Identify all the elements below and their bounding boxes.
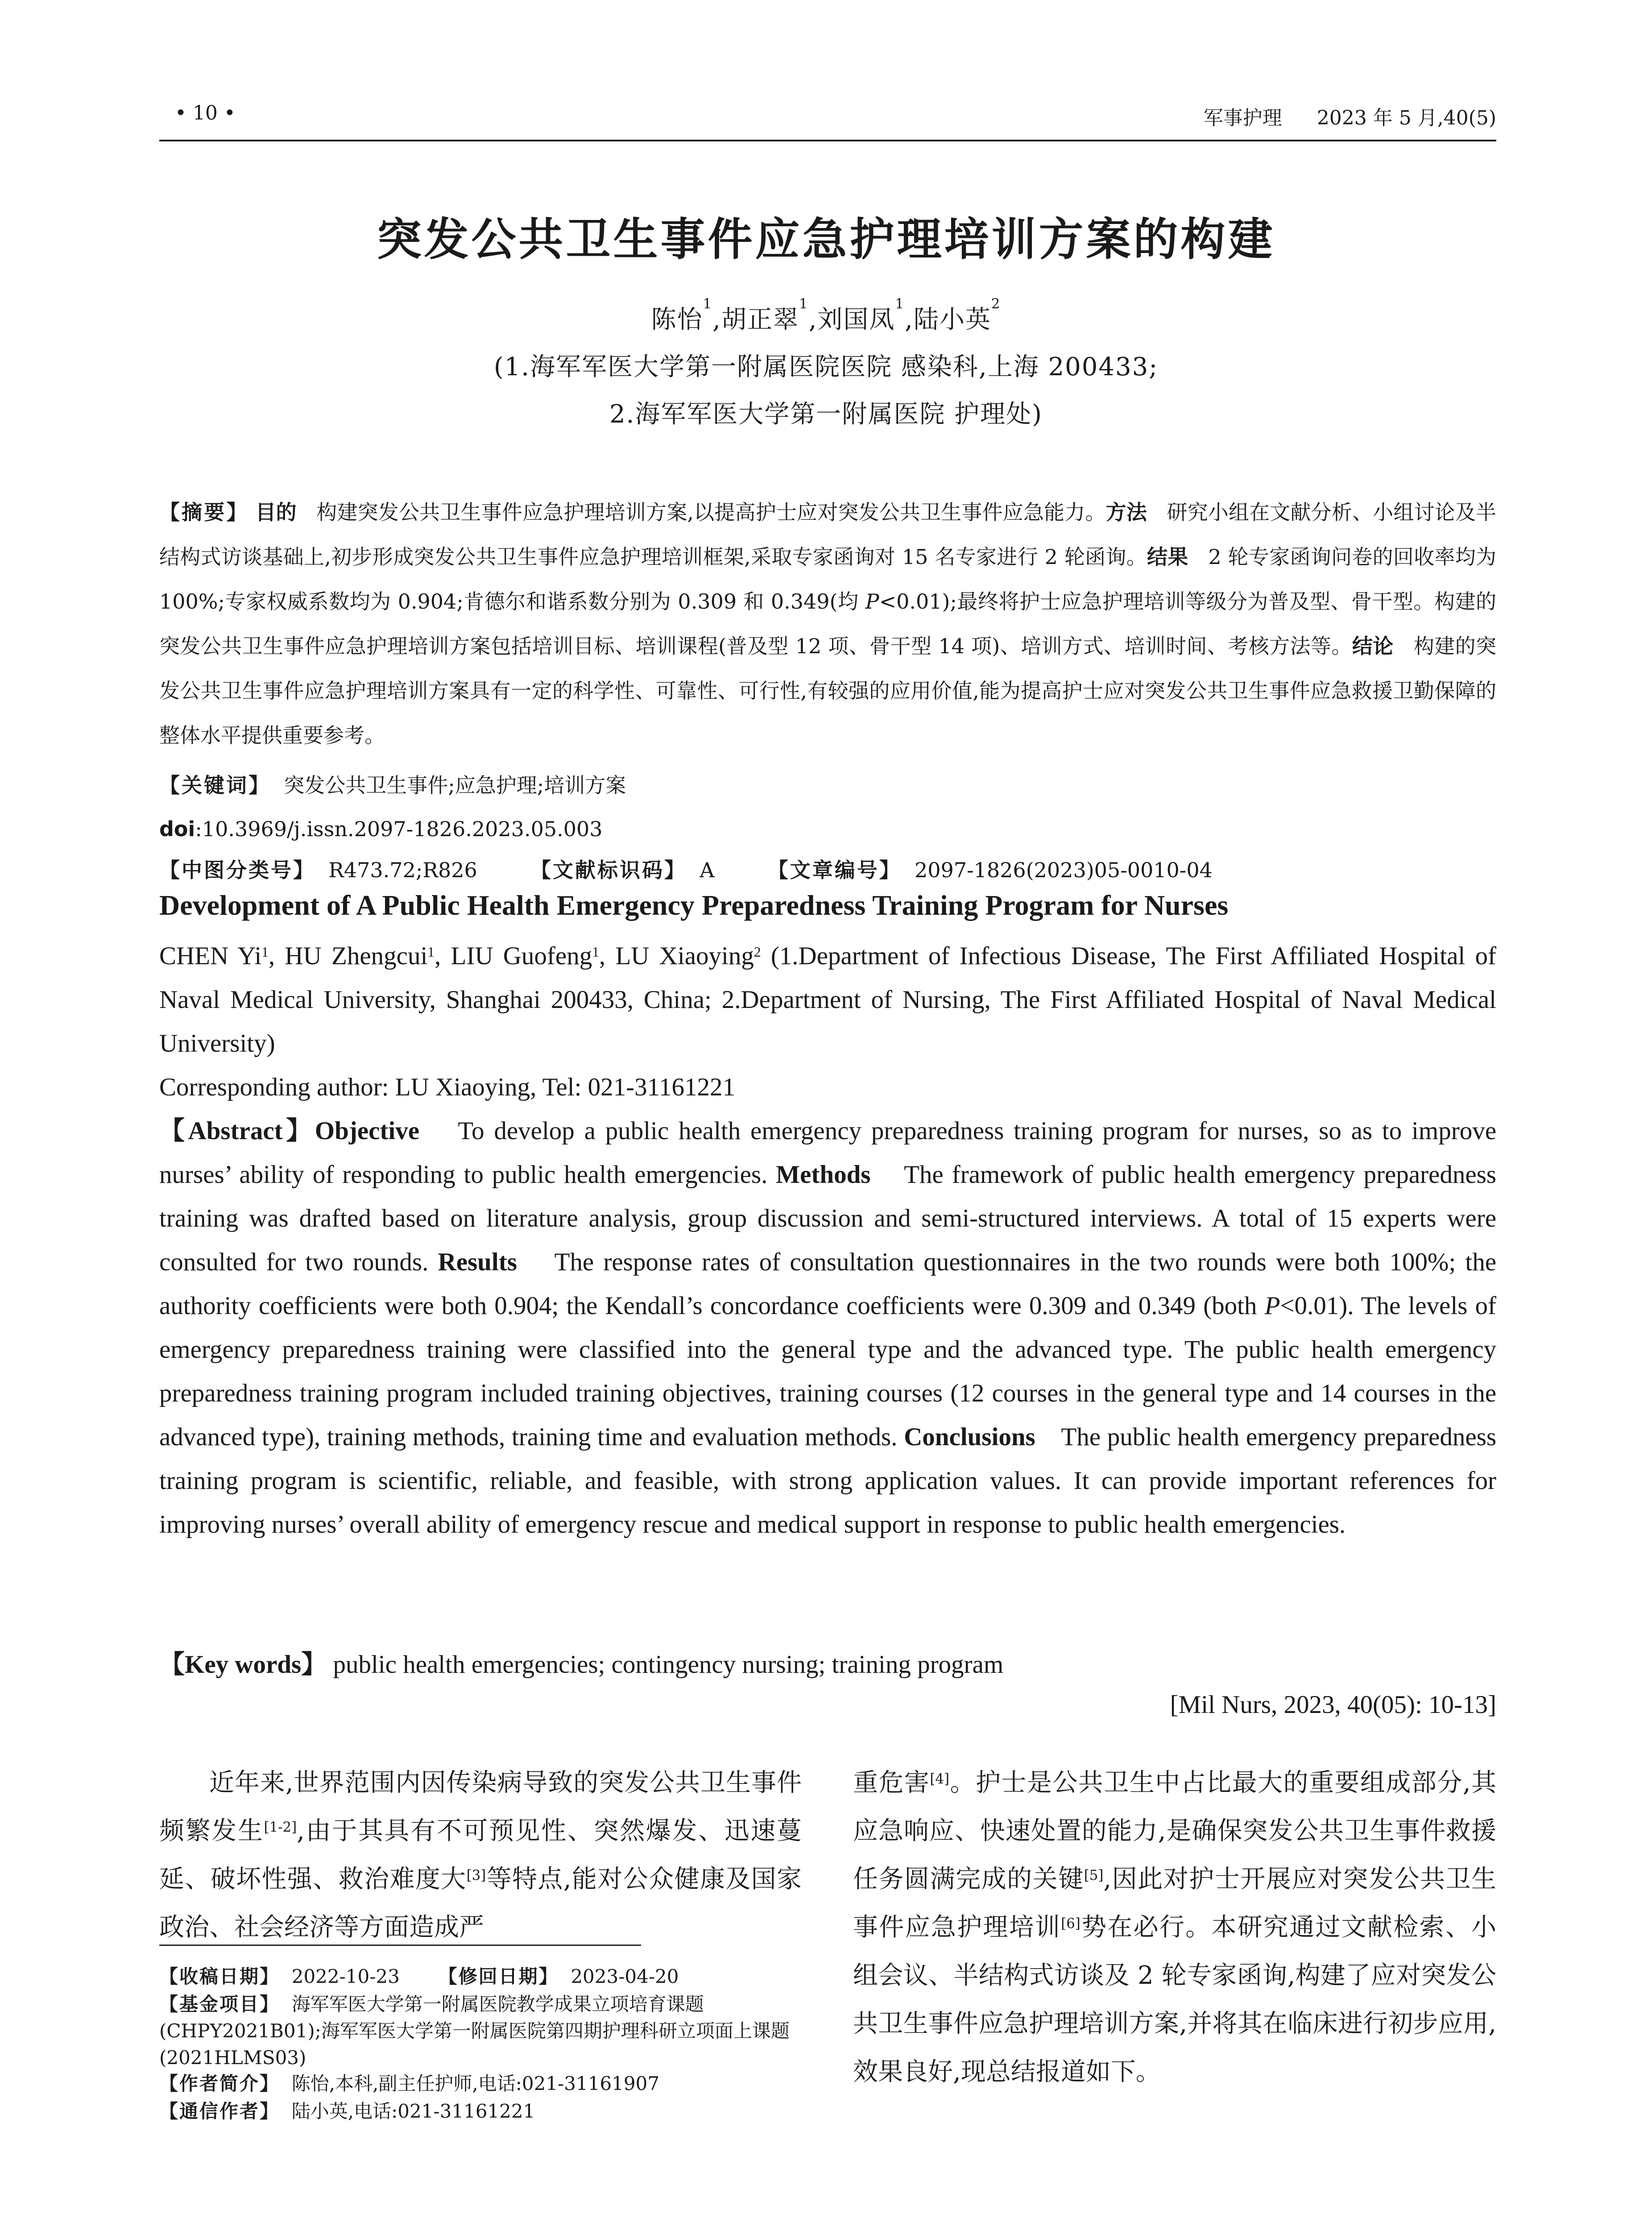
issue-info: 2023 年 5 月,40(5) <box>1317 107 1496 129</box>
author-name: 胡正翠 <box>721 305 799 334</box>
doi-value: :10.3969/j.issn.2097-1826.2023.05.003 <box>195 817 603 841</box>
methods-en-text: The framework of public health emergency preparedness training was drafted based on literature analysis, group discussion and semi-structured interviews. A total of 15 experts were consulted for two rounds. <box>159 1161 1496 1276</box>
keywords-en <box>159 1643 1496 1687</box>
author-affil-marker: 1 <box>261 944 269 960</box>
results-en-text: The response rates of consultation questionnaires in the two rounds were both 100%; the authority coefficients were both 0.904; the Kendall’s concordance coefficients were 0.309 and 0.349 (both <box>159 1248 1496 1320</box>
english-authors: CHEN Yi$^1$, HU Zhengcui$^1$, LIU Guofeng$^1$, LU Xiaoying$^2$ (1.Department of Infectious Disease, The First Affiliated Hospital of Naval Medical University, Shanghai 200433, China; 2.Department of Nursing, The First Affiliated Hospital of Naval Medical University) <box>159 942 1497 1057</box>
body-left-column <box>159 1759 802 1952</box>
header-rule <box>159 140 1496 141</box>
objective-en-label: Objective <box>315 1117 420 1145</box>
citation-ref: [5] <box>1084 1867 1104 1883</box>
abstract-cn <box>159 490 1496 758</box>
author-name: 陆小英 <box>913 305 991 334</box>
objective-text: 构建突发公共卫生事件应急护理培训方案,以提高护士应对突发公共卫生事件应急能力。 <box>316 500 1106 524</box>
classification-line <box>159 848 1496 892</box>
keywords-cn <box>159 763 1496 808</box>
article-title: 突发公共卫生事件应急护理培训方案的构建 <box>377 213 1275 265</box>
methods-text: 研究小组在文献分析、小组讨论及半结构式访谈基础上,初步形成突发公共卫生事件应急护理培训框架,采取专家函询对 15 名专家进行 2 轮函询。 <box>159 500 1497 569</box>
bio-label: 【作者简介】 <box>159 2073 280 2094</box>
results-text: 2 轮专家函询问卷的回收率均为 100%;专家权威系数均为 0.904;肯德尔和谐系数分别为 0.309 和 0.349(均 <box>159 545 1497 614</box>
author-name: HU Zhengcui <box>285 942 428 970</box>
keywords-text: 突发公共卫生事件;应急护理;培训方案 <box>284 773 626 797</box>
author-affil-marker: 1 <box>895 295 905 312</box>
author-name: LIU Guofeng <box>451 942 592 970</box>
results-label: 结果 <box>1147 545 1188 569</box>
corresponding-author-en: Corresponding author: LU Xiaoying, Tel: 021-31161221 <box>159 1073 736 1101</box>
article-no-label: 【文章编号】 <box>767 858 902 882</box>
affiliation-line: 2.海军军医大学第一附属医院 护理处) <box>609 400 1043 429</box>
conclusions-en-label: Conclusions <box>904 1423 1035 1451</box>
author-name: LU Xiaoying <box>615 942 754 970</box>
author-affil-marker: 2 <box>754 944 761 960</box>
clc-label: 【中图分类号】 <box>159 858 315 882</box>
keywords-en-label: 【Key words】 <box>159 1650 327 1679</box>
page-number: • 10 • <box>175 102 236 124</box>
footnote-dates <box>159 1963 806 1990</box>
author-affil-marker: 1 <box>427 944 435 960</box>
clc-value: R473.72;R826 <box>328 858 477 882</box>
author-name: CHEN Yi <box>159 942 262 970</box>
footnote-bio <box>159 2070 806 2097</box>
fund-label: 【基金项目】 <box>159 1993 280 2015</box>
footnote-corresponding <box>159 2098 806 2125</box>
abstract-en <box>159 1109 1496 1547</box>
conclusions-en-text: The public health emergency preparedness training program is scientific, reliable, and feasible, with strong application values. It can provide important references for improving nurses’ overall ability of emergency rescue and medical support in response to public health emergencies. <box>159 1423 1497 1538</box>
author-name: 刘国凤 <box>817 305 895 334</box>
revised-label: 【修回日期】 <box>438 1966 559 1987</box>
bio-text: 陈怡,本科,副主任护师,电话:021-31161907 <box>291 2073 660 2094</box>
body-text: ,由于其具有不可预见性、突然爆发、迅速蔓延、破坏性强、救治难度大 <box>159 1816 802 1894</box>
footnote-rule <box>159 1945 641 1946</box>
citation-ref: [4] <box>930 1771 950 1787</box>
methods-en-label: Methods <box>776 1161 871 1189</box>
body-text: 重危害 <box>853 1768 930 1797</box>
author-affil-marker: 1 <box>799 295 809 312</box>
received-label: 【收稿日期】 <box>159 1966 280 1987</box>
english-affiliations: (1.Department of Infectious Disease, The First Affiliated Hospital of Naval Medical University, Shanghai 200433, China; 2.Department of Nursing, The First Affiliated Hospital of Naval Medical University) <box>159 942 1497 1057</box>
author-affil-marker: 1 <box>592 944 599 960</box>
article-no-value: 2097-1826(2023)05-0010-04 <box>915 858 1213 882</box>
affiliation-line: (1.海军军医大学第一附属医院医院 感染科,上海 200433; <box>493 352 1159 382</box>
results-en-label: Results <box>438 1248 517 1276</box>
methods-label: 方法 <box>1105 500 1147 524</box>
conclusion-text: 构建的突发公共卫生事件应急护理培训方案具有一定的科学性、可靠性、可行性,有较强的应用价值,能为提高护士应对突发公共卫生事件应急救援卫勤保障的整体水平提供重要参考。 <box>159 634 1497 747</box>
corresponding-text: 陆小英,电话:021-31161221 <box>291 2100 535 2122</box>
author-name: 陈怡 <box>651 305 703 334</box>
body-text: 近年来,世界范围内因传染病导致的突发公共卫生事件频繁发生 <box>159 1768 802 1845</box>
objective-label: 目的 <box>255 500 297 524</box>
keywords-en-text: public health emergencies; contingency nursing; training program <box>333 1650 1004 1679</box>
author-affil-marker: 1 <box>703 295 713 312</box>
body-text: 势在必行。本研究通过文献检索、小组会议、半结构式访谈及 2 轮专家函询,构建了应对突发公共卫生事件应急护理培训方案,并将其在临床进行初步应用,效果良好,现总结报道如下。 <box>853 1913 1496 2086</box>
abstract-en-label: 【Abstract】 <box>159 1117 315 1145</box>
citation-ref: [6] <box>1061 1915 1081 1932</box>
results-en-text-cont: <0.01). The levels of emergency preparedness training were classified into the general type and the advanced type. The public health emergency preparedness training program included training objectives, training courses (12 courses in the general type and 14 courses in the advanced type), training methods, training time and evaluation methods. <box>159 1292 1496 1451</box>
body-text: 。护士是公共卫生中占比最大的重要组成部分,其应急响应、快速处置的能力,是确保突发公共卫生事件救援任务圆满完成的关键 <box>853 1768 1496 1894</box>
body-right-column <box>853 1759 1496 2096</box>
journal-name: 军事护理 <box>1203 107 1282 129</box>
received-date: 2022-10-23 <box>291 1966 400 1987</box>
results-text-cont: <0.01);最终将护士应急护理培训等级分为普及型、骨干型。构建的突发公共卫生事件应急护理培训方案包括培训目标、培训课程(普及型 12 项、骨干型 14 项)、培训方式、培训时间、考核方法等。 <box>159 589 1496 658</box>
citation-ref: [3] <box>466 1867 486 1883</box>
footnote-fund <box>159 1991 806 2071</box>
author-list: 陈怡$^1$,胡正翠$^1$,刘国凤$^1$,陆小英$^2$ <box>651 295 1001 334</box>
running-header <box>1204 102 1496 130</box>
objective-en-text: To develop a public health emergency preparedness training program for nurses, so as to improve nurses’ ability of responding to public health emergencies. <box>159 1117 1496 1189</box>
doc-code-label: 【文献标识码】 <box>530 858 687 882</box>
author-affil-marker: 2 <box>991 295 1001 312</box>
body-text: ,因此对护士开展应对突发公共卫生事件应急护理培训 <box>853 1865 1496 1942</box>
english-title: Development of A Public Health Emergency Preparedness Training Program for Nurses <box>159 889 1229 921</box>
conclusion-label: 结论 <box>1352 634 1394 658</box>
p-symbol: P <box>1264 1292 1280 1320</box>
revised-date: 2023-04-20 <box>571 1966 679 1987</box>
doc-code-value: A <box>700 858 715 882</box>
corresponding-label: 【通信作者】 <box>159 2100 280 2122</box>
keywords-label: 【关键词】 <box>159 773 271 797</box>
p-symbol: P <box>865 589 879 614</box>
body-text: 等特点,能对公众健康及国家政治、社会经济等方面造成严 <box>159 1865 802 1942</box>
doi-label: doi <box>159 817 195 841</box>
citation-ref: [1-2] <box>264 1819 297 1835</box>
abstract-label: 【摘要】 <box>159 500 249 524</box>
doi-line <box>159 807 1496 851</box>
fund-text: 海军军医大学第一附属医院教学成果立项培育课题(CHPY2021B01);海军军医大学第一附属医院第四期护理科研立项面上课题(2021HLMS03) <box>159 1993 790 2069</box>
citation: [Mil Nurs, 2023, 40(05): 10-13] <box>1170 1691 1496 1719</box>
